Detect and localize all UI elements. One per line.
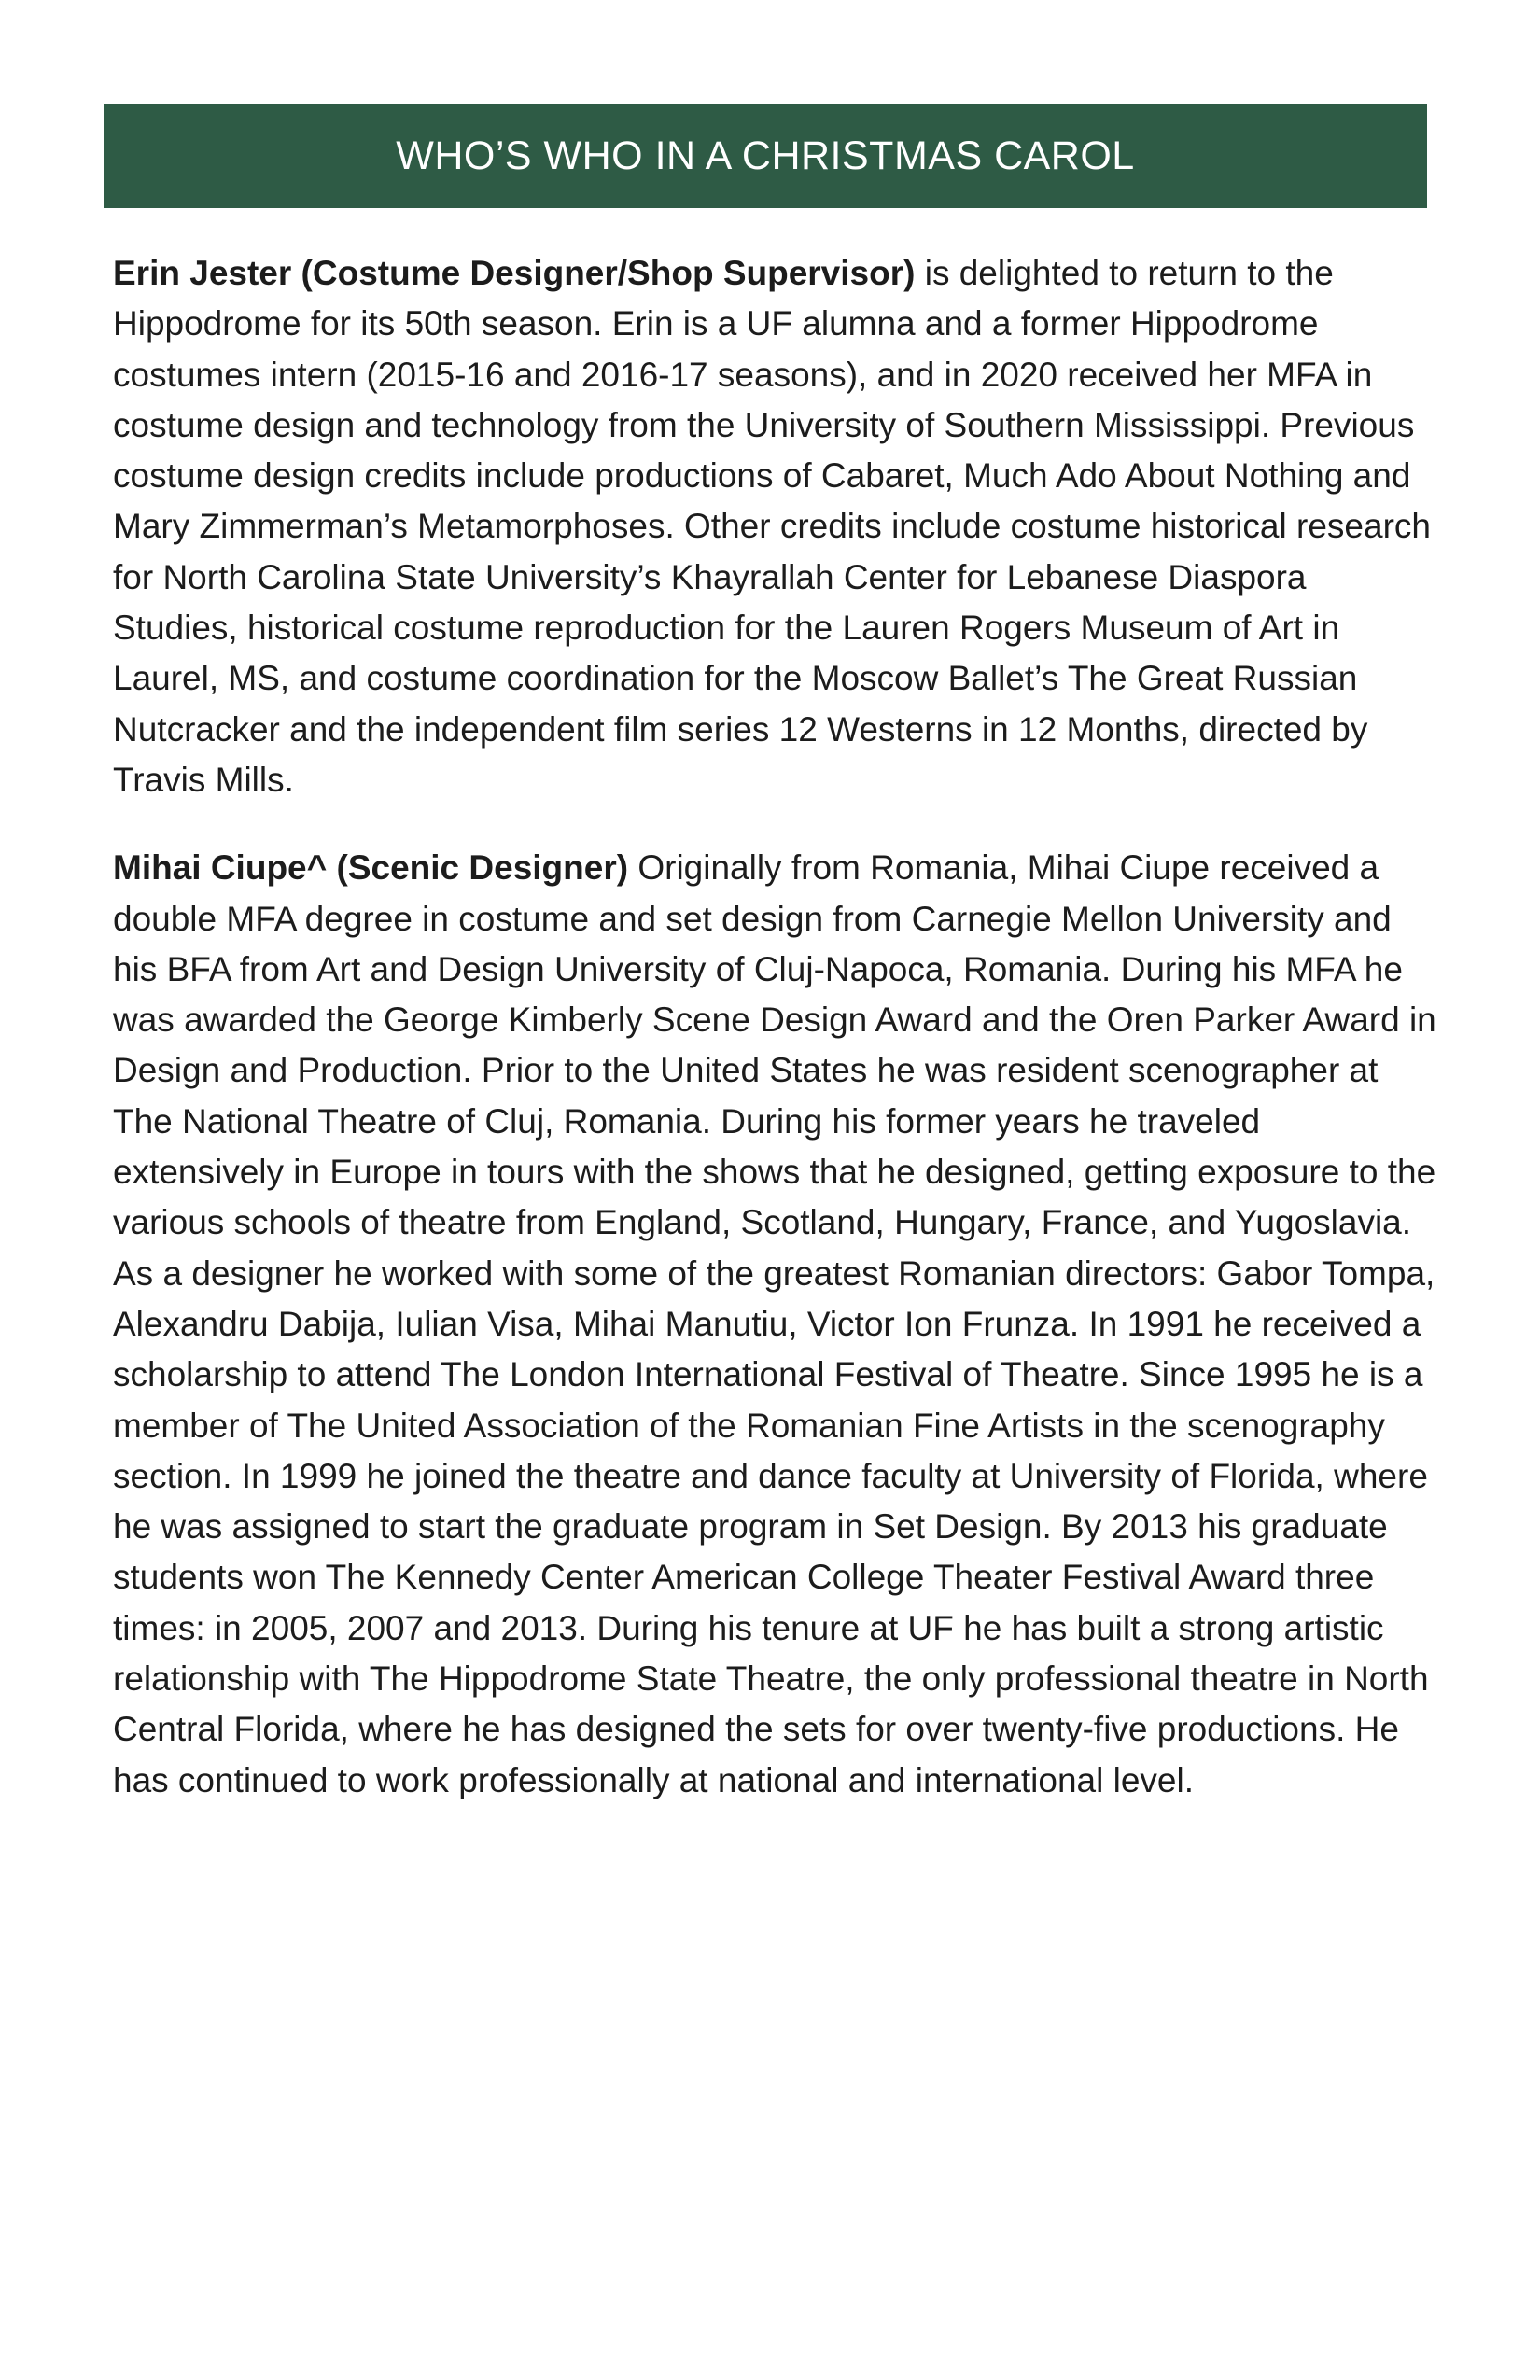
bio-mihai-ciupe — [113, 843, 1438, 1806]
bio-text: is delighted to return to the Hippodrome for its 50th season. Erin is a UF alumna and a former Hippodrome costumes intern (2015-16 and 2016-17 seasons), and in 2020 received her MFA in costume design and technology from the University of Southern Mississippi. Previous costume design credits include productions of Cabaret, Much Ado About Nothing and Mary Zimmerman’s Metamorphoses. Other credits include costume historical research for North Carolina State University’s Khayrallah Center for Lebanese Diaspora Studies, historical costume reproduction for the Lauren Rogers Museum of Art in Laurel, MS, and costume coordination for the Moscow Ballet’s The Great Russian Nutcracker and the independent film series 12 Westerns in 12 Months, directed by Travis Mills. — [113, 254, 1431, 799]
bio-name: Mihai Ciupe^ (Scenic Designer) — [113, 848, 629, 888]
bio-erin-jester — [113, 248, 1438, 805]
bio-text: Originally from Romania, Mihai Ciupe received a double MFA degree in costume and set design from Carnegie Mellon University and his BFA from Art and Design University of Cluj-Napoca, Romania. During his MFA he was awarded the George Kimberly Scene Design Award and the Oren Parker Award in Design and Production. Prior to the United States he was resident scenographer at The National Theatre of Cluj, Romania. During his former years he traveled extensively in Europe in tours with the shows that he designed, getting exposure to the various schools of theatre from England, Scotland, Hungary, France, and Yugoslavia. As a designer he worked with some of the greatest Romanian directors: Gabor Tompa, Alexandru Dabija, Iulian Visa, Mihai Manutiu, Victor Ion Frunza. In 1991 he received a scholarship to attend The London International Festival of Theatre. Since 1995 he is a member of The United Association of the Romanian Fine Artists in the scenography section. In 1999 he joined the theatre and dance faculty at University of Florida, where he was assigned to start the graduate program in Set Design. By 2013 his graduate students won The Kennedy Center American College Theater Festival Award three times: in 2005, 2007 and 2013. During his tenure at UF he has built a strong artistic relationship with The Hippodrome State Theatre, the only professional theatre in North Central Florida, where he has designed the sets for over twenty-five productions. He has continued to work professionally at national and international level. — [113, 848, 1436, 1799]
bio-name: Erin Jester (Costume Designer/Shop Supervisor) — [113, 254, 916, 292]
bio-list — [113, 248, 1438, 1843]
section-header-banner — [104, 104, 1427, 208]
section-title: WHO’S WHO IN A CHRISTMAS CAROL — [396, 133, 1135, 178]
